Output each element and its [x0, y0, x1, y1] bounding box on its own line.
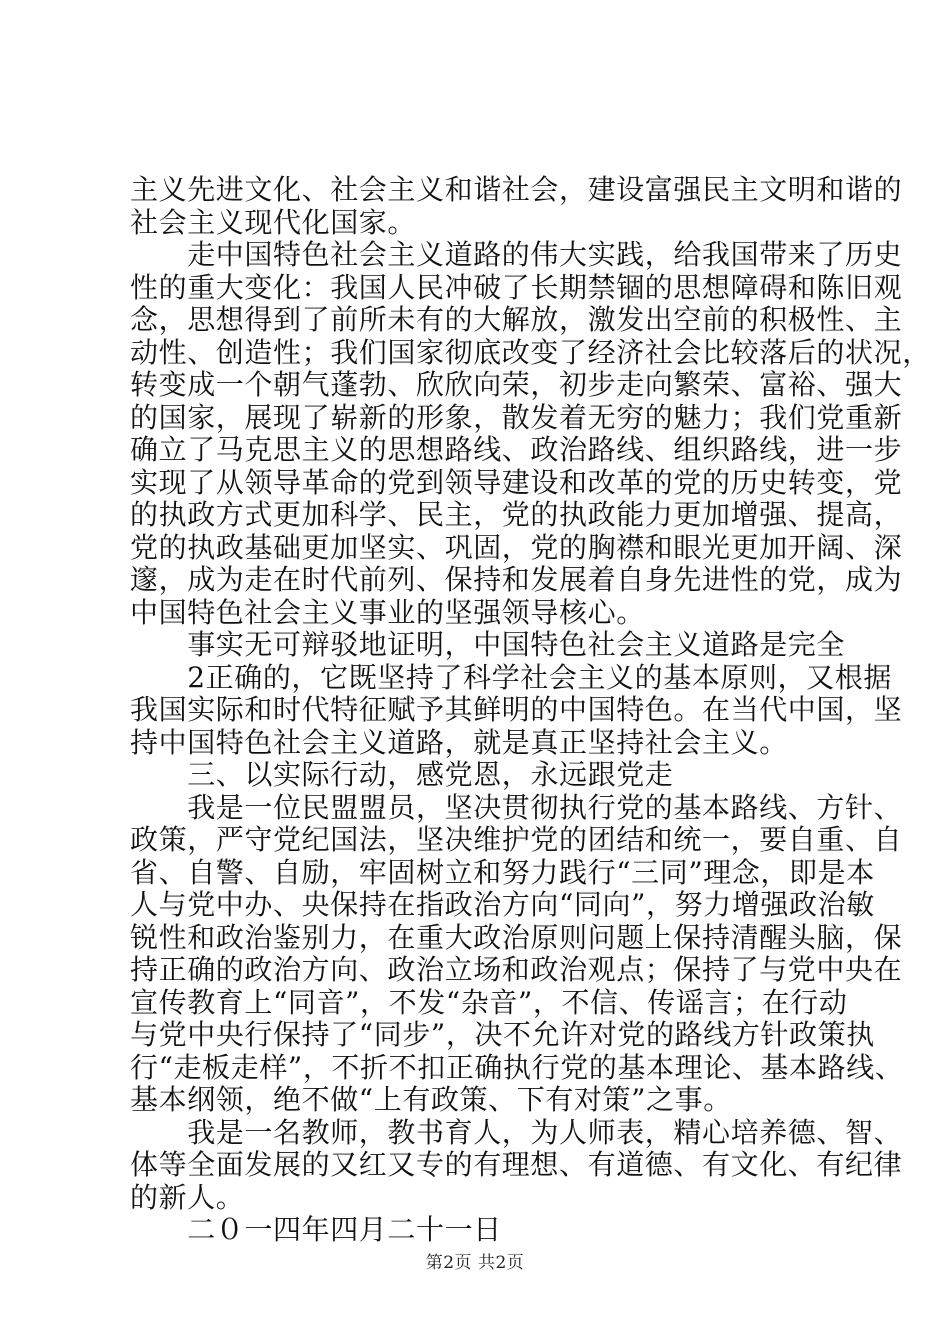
text-line: 主义先进文化、社会主义和谐社会，建设富强民主文明和谐的: [130, 173, 903, 206]
text-line: 走中国特色社会主义道路的伟大实践，给我国带来了历史: [130, 238, 903, 271]
text-line: 中国特色社会主义事业的坚强领导核心。: [130, 595, 645, 629]
text-line: 的国家，展现了崭新的形象，散发着无穷的魅力；我们党重新: [130, 400, 903, 434]
text-line: 宣传教育上“同音”，不发“杂音”，不信、传谣言；在行动: [130, 985, 848, 1019]
body-text: [130, 173, 931, 1247]
text-line: 事实无可辩驳地证明，中国特色社会主义道路是完全: [130, 628, 846, 661]
text-line: 社会主义现代化国家。: [130, 205, 417, 239]
text-line: 持中国特色社会主义道路，就是真正坚持社会主义。: [130, 725, 788, 759]
text-line: 行“走板走样”，不折不扣正确执行党的基本理论、基本路线、: [130, 1050, 904, 1084]
text-line: 转变成一个朝气蓬勃、欣欣向荣，初步走向繁荣、富裕、强大: [130, 368, 903, 401]
text-line: 基本纲领，绝不做“上有政策、下有对策”之事。: [130, 1083, 732, 1116]
date-line: 二０一四年四月二十一日: [130, 1213, 502, 1246]
page-footer: 第2页 共2页: [425, 1253, 525, 1273]
text-line: 省、自警、自励，牢固树立和努力践行“三同”理念，即是本: [130, 855, 875, 889]
text-line: 党的执政基础更加坚实、巩固，党的胸襟和眼光更加开阔、深: [130, 530, 903, 564]
text-line: 性的重大变化：我国人民冲破了长期禁锢的思想障碍和陈旧观: [130, 270, 903, 304]
text-line: 我国实际和时代特征赋予其鲜明的中国特色。在当代中国，坚: [130, 693, 903, 726]
text-line: 人与党中办、央保持在指政治方向“同向”，努力增强政治敏: [130, 888, 875, 921]
text-line: 确立了马克思主义的思想路线、政治路线、组织路线，进一步: [130, 433, 903, 466]
text-line: 锐性和政治鉴别力，在重大政治原则问题上保持清醒头脑，保: [130, 920, 903, 954]
text-line: 动性、创造性；我们国家彻底改变了经济社会比较落后的状况，: [130, 335, 931, 369]
text-line: 邃，成为走在时代前列、保持和发展着自身先进性的党，成为: [130, 563, 903, 596]
text-line: 的执政方式更加科学、民主，党的执政能力更加增强、提高，: [130, 498, 903, 531]
text-line: 持正确的政治方向、政治立场和政治观点；保持了与党中央在: [130, 953, 903, 986]
text-line: 2正确的，它既坚持了科学社会主义的基本原则，又根据: [130, 660, 893, 694]
text-line: 政策，严守党纪国法，坚决维护党的团结和统一，要自重、自: [130, 823, 903, 856]
text-line: 我是一名教师，教书育人，为人师表，精心培养德、智、: [130, 1115, 903, 1149]
text-line: 我是一位民盟盟员，坚决贯彻执行党的基本路线、方针、: [130, 790, 903, 824]
text-line: 体等全面发展的又红又专的有理想、有道德、有文化、有纪律: [130, 1148, 903, 1181]
text-line: 实现了从领导革命的党到领导建设和改革的党的历史转变，党: [130, 465, 903, 499]
text-line: 念，思想得到了前所未有的大解放，激发出空前的积极性、主: [130, 303, 903, 336]
text-line: 的新人。: [130, 1180, 245, 1214]
text-line: 与党中央行保持了“同步”，决不允许对党的路线方针政策执: [130, 1018, 875, 1051]
section-heading: 三、以实际行动，感党恩，永远跟党走: [130, 758, 674, 791]
